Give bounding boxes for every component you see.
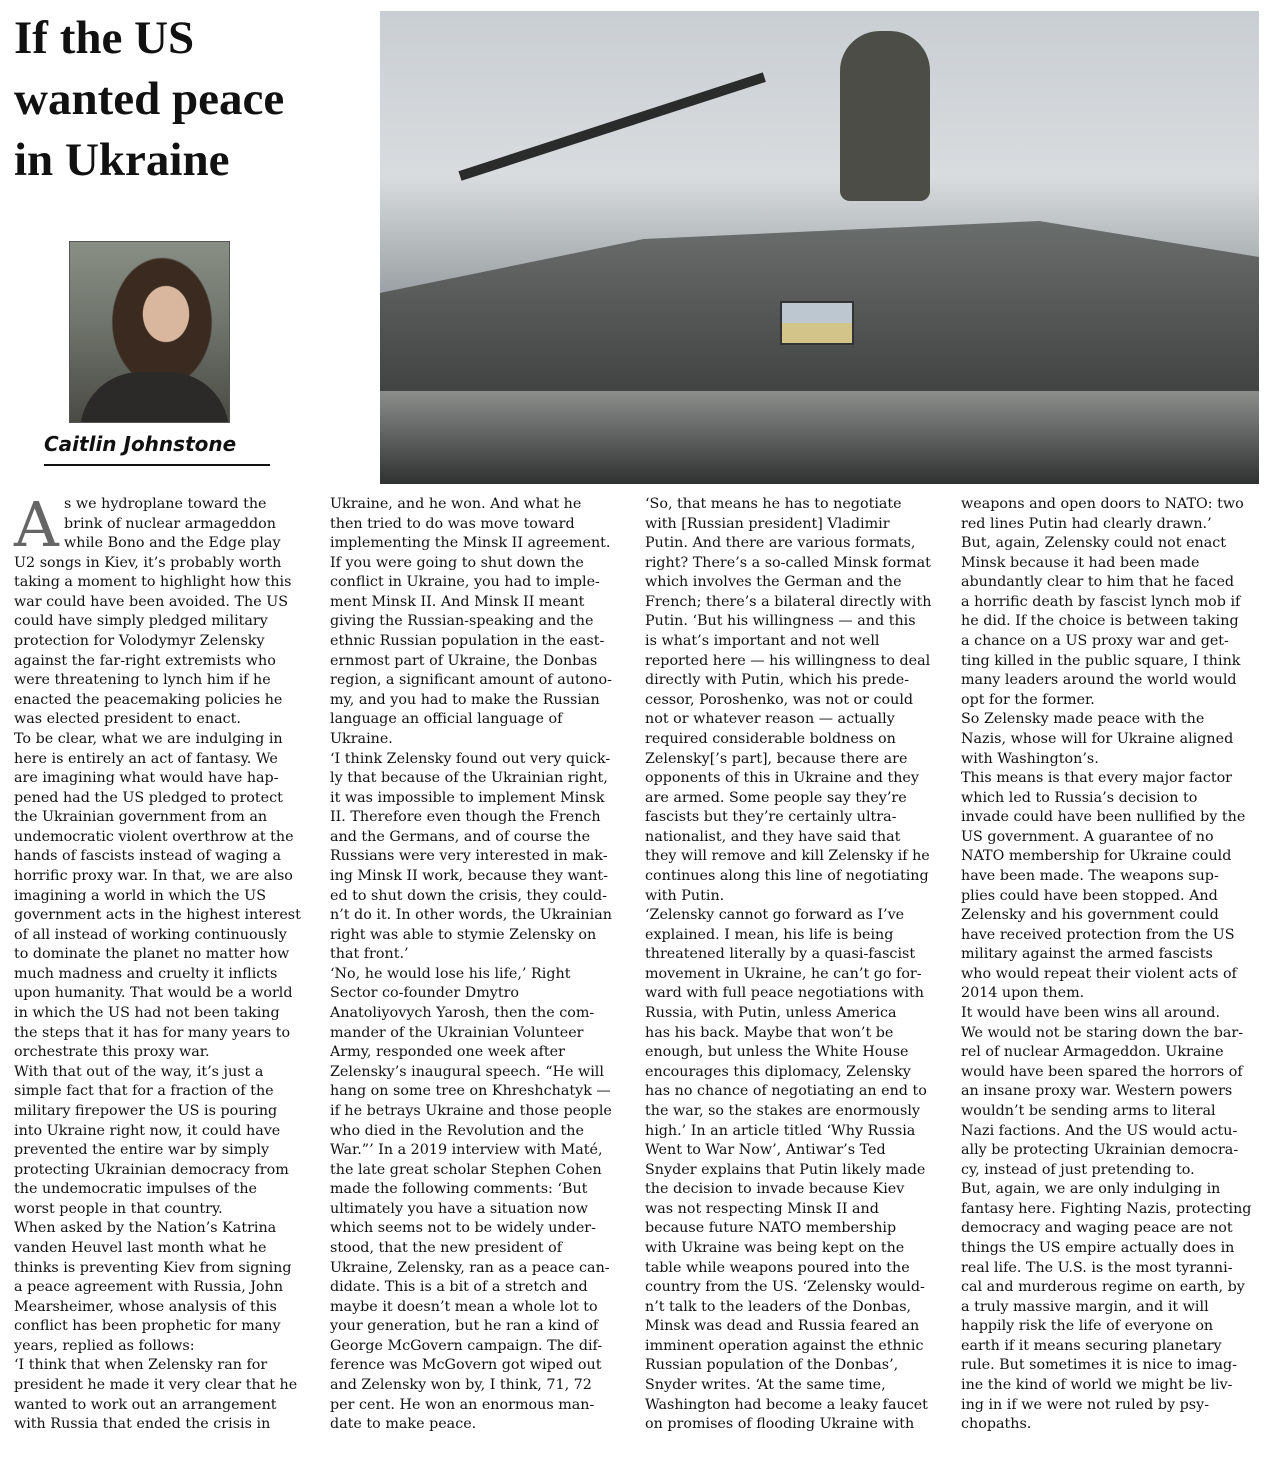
article-line: years, replied as follows: [14, 1337, 195, 1354]
article-line: it was impossible to implement Minsk [330, 789, 605, 806]
article-line: simple fact that for a fraction of the [14, 1083, 274, 1100]
article-line: which led to Russia’s decision to [961, 789, 1198, 806]
article-line: the decision to invade because Kiev [645, 1181, 905, 1198]
article-line: government acts in the highest interest [14, 907, 301, 924]
article-line: are armed. Some people say they’re [645, 789, 907, 806]
article-line: ine the kind of world we might be liv- [961, 1377, 1233, 1394]
article-line: rule. But sometimes it is nice to imag- [961, 1357, 1237, 1374]
headline [14, 8, 364, 191]
article-line: French; there’s a bilateral directly with [645, 593, 932, 610]
article-line: US government. A guarantee of no [961, 828, 1214, 845]
article-line: worst people in that country. [14, 1200, 223, 1217]
article-line: movement in Ukraine, he can’t go for- [645, 965, 922, 982]
article-line: rel of nuclear Armageddon. Ukraine [961, 1044, 1224, 1061]
article-line: giving the Russian-speaking and the [330, 613, 594, 630]
article-line: When asked by the Nation’s Katrina [14, 1220, 277, 1237]
article-line: who would repeat their violent acts of [961, 965, 1237, 982]
soldier-figure [840, 31, 930, 201]
article-line: the Ukrainian government from an [14, 809, 268, 826]
article-line: then tried to do was move toward [330, 515, 575, 532]
article-line: were threatening to lynch him if he [14, 672, 271, 689]
article-line: hands of fascists instead of waging a [14, 848, 282, 865]
article-line: here is entirely an act of fantasy. We [14, 750, 278, 767]
article-line: cal and murderous regime on earth, by [961, 1279, 1245, 1296]
article-line: is what’s important and not well [645, 633, 880, 650]
article-line: and Zelensky won by, I think, 71, 72 [330, 1377, 592, 1394]
tank-photo [380, 11, 1259, 484]
article-line: With that out of the way, it’s just a [14, 1063, 264, 1080]
article-line: orchestrate this proxy war. [14, 1044, 210, 1061]
article-line: Went to War Now’, Antiwar’s Ted [645, 1142, 886, 1159]
article-line: Russians were very interested in mak- [330, 848, 608, 865]
article-line: ed to shut down the crisis, they could- [330, 887, 607, 904]
article-line: ally be protecting Ukrainian democra- [961, 1142, 1239, 1159]
article-line: per cent. He won an enormous man- [330, 1396, 595, 1413]
article-line: abundantly clear to him that he faced [961, 574, 1235, 591]
tank-gun [458, 72, 765, 180]
article-line: Mearsheimer, whose analysis of this [14, 1298, 277, 1315]
article-line: ing Minsk II work, because they want- [330, 867, 608, 884]
article-line: invade could have been nullified by the [961, 809, 1246, 826]
article-line: fascists but they’re certainly ultra- [645, 809, 897, 826]
article-line: against the far-right extremists who [14, 652, 276, 669]
article-line: real life. The U.S. is the most tyranni- [961, 1259, 1233, 1276]
article-line: explained. I mean, his life is being [645, 926, 894, 943]
article-line: table while weapons poured into the [645, 1259, 910, 1276]
article-line: because future NATO membership [645, 1220, 897, 1237]
article-line: right was able to stymie Zelensky on [330, 926, 597, 943]
article-line: earth if it means securing planetary [961, 1337, 1222, 1354]
article-line: democracy and waging peace are not [961, 1220, 1233, 1237]
article-line: Sector co-founder Dmytro [330, 985, 520, 1002]
article-line: happily risk the life of everyone on [961, 1318, 1214, 1335]
article-line: ting killed in the public square, I think [961, 652, 1241, 669]
article-line: which involves the German and the [645, 574, 902, 591]
article-line: the war, so the stakes are enormously [645, 1102, 920, 1119]
flag-patch [780, 301, 854, 345]
article-line: Russia, with Putin, unless America [645, 1005, 897, 1022]
article-line: s we hydroplane toward the [64, 496, 267, 512]
article-line: Washington had become a leaky faucet [645, 1396, 928, 1413]
portrait-shoulders [80, 372, 229, 423]
article-line: But, again, Zelensky could not enact [961, 535, 1227, 552]
article-line: hang on some tree on Khreshchatyk — [330, 1083, 611, 1100]
article-line: the steps that it has for many years to [14, 1024, 291, 1041]
article-line: with Russia that ended the crisis in [14, 1416, 271, 1433]
article-line: with Ukraine was being kept on the [645, 1239, 905, 1256]
article-line: that front.’ [330, 946, 409, 963]
article-line: your generation, but he ran a kind of [330, 1318, 599, 1335]
article-line: enough, but unless the White House [645, 1044, 909, 1061]
article-line: n’t do it. In other words, the Ukrainian [330, 907, 612, 924]
article-line: protecting Ukrainian democracy from [14, 1161, 289, 1178]
drop-cap: A [14, 488, 59, 561]
article-line: opt for the former. [961, 691, 1095, 708]
article-line: So Zelensky made peace with the [961, 711, 1205, 728]
article-line: ‘So, that means he has to negotiate [645, 496, 902, 512]
article-line: has no chance of negotiating an end to [645, 1083, 927, 1100]
article-line: the late great scholar Stephen Cohen [330, 1161, 602, 1178]
article-line: protection for Volodymyr Zelensky [14, 633, 265, 650]
article-line: directly with Putin, which his prede- [645, 672, 910, 689]
article-line: on promises of flooding Ukraine with [645, 1416, 915, 1433]
article-line: imminent operation against the ethnic [645, 1337, 924, 1354]
article-line: NATO membership for Ukraine could [961, 848, 1232, 865]
article-line: Russian population of the Donbas’, [645, 1357, 899, 1374]
article-line: implementing the Minsk II agreement. [330, 535, 611, 552]
article-line: made the following comments: ‘But [330, 1181, 588, 1198]
article-line: not or whatever reason — actually [645, 711, 895, 728]
article-line: war could have been avoided. The US [14, 593, 289, 610]
article-line: in which the US had not been taking [14, 1005, 280, 1022]
article-line: ‘No, he would lose his life,’ Right [330, 965, 571, 982]
article-line: didate. This is a bit of a stretch and [330, 1279, 588, 1296]
article-line: of all instead of working continuously [14, 926, 287, 943]
article-line: could have simply pledged military [14, 613, 268, 630]
article-line: they will remove and kill Zelensky if he [645, 848, 930, 865]
article-line: who died in the Revolution and the [330, 1122, 584, 1139]
article-line: which seems not to be widely under- [330, 1220, 596, 1237]
article-line: II. Therefore even though the French [330, 809, 601, 826]
article-line: Minsk was dead and Russia feared an [645, 1318, 920, 1335]
article-line: undemocratic violent overthrow at the [14, 828, 294, 845]
article-line: continues along this line of negotiating [645, 867, 929, 884]
article-line: ethnic Russian population in the east- [330, 633, 605, 650]
article-line: If you were going to shut down the [330, 554, 584, 571]
article-line: ly that because of the Ukrainian right, [330, 770, 608, 787]
article-line: ing in if we were not ruled by psy- [961, 1396, 1210, 1413]
article-line: weapons and open doors to NATO: two [961, 496, 1244, 512]
article-line: military firepower the US is pouring [14, 1102, 278, 1119]
article-line: with [Russian president] Vladimir [645, 515, 890, 532]
article-line: maybe it doesn’t mean a whole lot to [330, 1298, 598, 1315]
article-line: ment Minsk II. And Minsk II meant [330, 593, 585, 610]
article-line: language an official language of [330, 711, 563, 728]
article-column-2 [330, 495, 626, 1435]
article-line: Minsk because it had been made [961, 554, 1200, 571]
article-line: But, again, we are only indulging in [961, 1181, 1221, 1198]
article-line: This means is that every major factor [961, 770, 1233, 787]
article-line: prevented the entire war by simply [14, 1142, 270, 1159]
article-line: thinks is preventing Kiev from signing [14, 1259, 292, 1276]
article-line: high.’ In an article titled ‘Why Russia [645, 1122, 916, 1139]
article-line: have been made. The weapons sup- [961, 867, 1219, 884]
article-line: with Putin. [645, 887, 725, 904]
article-line: vanden Heuvel last month what he [14, 1239, 267, 1256]
article-line: president he made it very clear that he [14, 1377, 298, 1394]
tank-hull [380, 391, 1259, 484]
article-line: plies could have been stopped. And [961, 887, 1218, 904]
article-line: mander of the Ukrainian Volunteer [330, 1024, 584, 1041]
article-line: Putin. And there are various formats, [645, 535, 916, 552]
article-line: To be clear, what we are indulging in [14, 730, 283, 747]
article-line: 2014 upon them. [961, 985, 1085, 1002]
article-line: ernmost part of Ukraine, the Donbas [330, 652, 598, 669]
article-line: Army, responded one week after [330, 1044, 565, 1061]
article-line: much madness and cruelty it inflicts [14, 965, 278, 982]
article-line: to dominate the planet no matter how [14, 946, 290, 963]
headline-line: wanted peace [14, 73, 285, 125]
article-line: Nazis, whose will for Ukraine aligned [961, 730, 1234, 747]
article-line: things the US empire actually does in [961, 1239, 1235, 1256]
article-line: with Washington’s. [961, 750, 1099, 767]
article-line: has his back. Maybe that won’t be [645, 1024, 894, 1041]
article-line: Snyder explains that Putin likely made [645, 1161, 926, 1178]
article-line: military against the armed fascists [961, 946, 1213, 963]
article-line: ference was McGovern got wiped out [330, 1357, 602, 1374]
article-line: required considerable boldness on [645, 730, 896, 747]
article-line: enacted the peacemaking policies he [14, 691, 283, 708]
article-line: a chance on a US proxy war and get- [961, 633, 1229, 650]
article-line: country from the US. ‘Zelensky would- [645, 1279, 925, 1296]
article-line: ‘Zelensky cannot go forward as I’ve [645, 907, 905, 924]
article-line: Snyder writes. ‘At the same time, [645, 1377, 886, 1394]
article-line: Zelensky[’s part], because there are [645, 750, 908, 767]
article-line: fantasy here. Fighting Nazis, protecting [961, 1200, 1252, 1217]
article-line: a horrific death by fascist lynch mob if [961, 593, 1241, 610]
article-line: was not respecting Minsk II and [645, 1200, 879, 1217]
author-portrait [69, 241, 230, 423]
article-line: reported here — his willingness to deal [645, 652, 931, 669]
article-line: an insane proxy war. Western powers [961, 1083, 1233, 1100]
article-line: U2 songs in Kiev, it’s probably worth [14, 554, 282, 571]
article-line: was elected president to enact. [14, 711, 241, 728]
article-line: taking a moment to highlight how this [14, 574, 292, 591]
article-column-4 [961, 495, 1257, 1435]
article-line: chopaths. [961, 1416, 1032, 1433]
article-line: he did. If the choice is between taking [961, 613, 1239, 630]
article-line: pened had the US pledged to protect [14, 789, 283, 806]
article-line: ‘I think that when Zelensky ran for [14, 1357, 268, 1374]
article-line: a truly massive margin, and it will [961, 1298, 1209, 1315]
article-line: conflict has been prophetic for many [14, 1318, 281, 1335]
article-line: encourages this diplomacy, Zelensky [645, 1063, 911, 1080]
article-line: ward with full peace negotiations with [645, 985, 924, 1002]
article-line: my, and you had to make the Russian [330, 691, 600, 708]
article-line: and the Germans, and of course the [330, 828, 591, 845]
article-line: Ukraine. [330, 730, 393, 747]
article-line: horrific proxy war. In that, we are also [14, 867, 293, 884]
article-column-3 [645, 495, 941, 1435]
article-line: opponents of this in Ukraine and they [645, 770, 919, 787]
article-line: George McGovern campaign. The dif- [330, 1337, 603, 1354]
article-line: wanted to work out an arrangement [14, 1396, 277, 1413]
author-byline: Caitlin Johnstone [44, 430, 270, 466]
article-line: brink of nuclear armageddon [64, 515, 276, 532]
article-line: into Ukraine right now, it could have [14, 1122, 281, 1139]
article-line: many leaders around the world would [961, 672, 1237, 689]
article-line: ultimately you have a situation now [330, 1200, 589, 1217]
article-line: cessor, Poroshenko, was not or could [645, 691, 914, 708]
article-line: We would not be staring down the bar- [961, 1024, 1244, 1041]
article-line: wouldn’t be sending arms to literal [961, 1102, 1216, 1119]
article-line: War.”’ In a 2019 interview with Maté, [330, 1142, 603, 1159]
article-line: n’t talk to the leaders of the Donbas, [645, 1298, 912, 1315]
article-line: if he betrays Ukraine and those people [330, 1102, 612, 1119]
article-line: ‘I think Zelensky found out very quick- [330, 750, 611, 767]
headline-line: in Ukraine [14, 134, 230, 186]
article-line: Ukraine, Zelensky, ran as a peace can- [330, 1259, 610, 1276]
headline-line: If the US [14, 12, 195, 64]
article-line: threatened literally by a quasi-fascist [645, 946, 916, 963]
article-line: Nazi factions. And the US would actu- [961, 1122, 1238, 1139]
article-line: right? There’s a so-called Minsk format [645, 554, 931, 571]
article-column-1 [14, 488, 310, 1435]
article-line: red lines Putin had clearly drawn.’ [961, 515, 1212, 532]
article-line: while Bono and the Edge play [64, 535, 281, 552]
article-line: stood, that the new president of [330, 1239, 563, 1256]
article-line: would have been spared the horrors of [961, 1063, 1243, 1080]
article-line: Zelensky and his government could [961, 907, 1219, 924]
article-line: Zelensky’s inaugural speech. “He will [330, 1063, 604, 1080]
article-line: conflict in Ukraine, you had to imple- [330, 574, 600, 591]
article-line: are imagining what would have hap- [14, 770, 279, 787]
article-line: It would have been wins all around. [961, 1005, 1221, 1022]
article-line: have received protection from the US [961, 926, 1235, 943]
article-line: Anatoliyovych Yarosh, then the com- [330, 1005, 595, 1022]
article-line: a peace agreement with Russia, John [14, 1279, 284, 1296]
article-line: Ukraine, and he won. And what he [330, 496, 582, 512]
article-line: Putin. ‘But his willingness — and this [645, 613, 916, 630]
article-line: the undemocratic impulses of the [14, 1181, 257, 1198]
article-line: date to make peace. [330, 1416, 477, 1433]
article-line: upon humanity. That would be a world [14, 985, 293, 1002]
article-line: imagining a world in which the US [14, 887, 266, 904]
article-line: region, a significant amount of autono- [330, 672, 612, 689]
article-line: nationalist, and they have said that [645, 828, 901, 845]
article-line: cy, instead of just pretending to. [961, 1161, 1195, 1178]
